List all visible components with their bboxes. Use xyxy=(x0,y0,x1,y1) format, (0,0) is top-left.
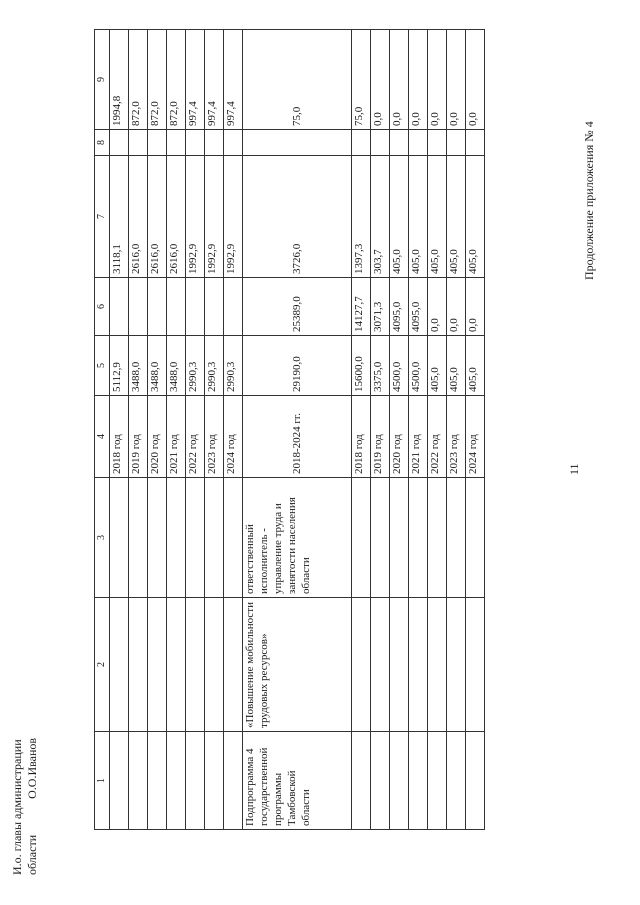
value-cell-c7: 405,0 xyxy=(447,156,466,278)
year-cell: 2024 год xyxy=(466,396,485,478)
empty-cell xyxy=(205,478,224,598)
table-row xyxy=(447,30,466,830)
empty-cell xyxy=(409,732,428,830)
value-cell-c5: 3375,0 xyxy=(371,336,390,396)
value-cell-c9: 0,0 xyxy=(390,30,409,130)
value-cell-c5: 2990,3 xyxy=(224,336,243,396)
empty-cell xyxy=(129,732,148,830)
value-cell-c5: 3488,0 xyxy=(167,336,186,396)
value-cell-c5: 3488,0 xyxy=(129,336,148,396)
empty-cell xyxy=(186,732,205,830)
year-cell: 2023 год xyxy=(447,396,466,478)
table-row xyxy=(352,30,371,830)
column-header: 3 xyxy=(95,478,110,598)
value-cell-c9: 997,4 xyxy=(186,30,205,130)
value-cell-c5: 405,0 xyxy=(428,336,447,396)
empty-cell xyxy=(352,598,371,732)
value-cell-c6: 4095,0 xyxy=(409,278,428,336)
column-header: 4 xyxy=(95,396,110,478)
year-cell: 2022 год xyxy=(186,396,205,478)
year-cell: 2019 год xyxy=(129,396,148,478)
empty-cell xyxy=(390,732,409,830)
year-cell: 2019 год xyxy=(371,396,390,478)
value-cell-c5: 405,0 xyxy=(466,336,485,396)
value-cell-c8 xyxy=(466,130,485,156)
value-cell-c5: 2990,3 xyxy=(205,336,224,396)
value-cell-c6 xyxy=(129,278,148,336)
value-cell-c8 xyxy=(224,130,243,156)
empty-cell xyxy=(390,598,409,732)
column-header: 2 xyxy=(95,598,110,732)
empty-cell xyxy=(205,732,224,830)
signature-block xyxy=(10,738,40,875)
value-cell-c8 xyxy=(390,130,409,156)
table-row xyxy=(224,30,243,830)
year-cell: 2018 год xyxy=(110,396,129,478)
empty-cell xyxy=(447,732,466,830)
empty-cell xyxy=(110,732,129,830)
empty-cell xyxy=(371,732,390,830)
value-cell-c6: 0,0 xyxy=(466,278,485,336)
value-cell-c6: 0,0 xyxy=(447,278,466,336)
empty-cell xyxy=(167,732,186,830)
value-cell-c6 xyxy=(224,278,243,336)
empty-cell xyxy=(110,478,129,598)
value-cell-c6 xyxy=(205,278,224,336)
value-cell-c9: 872,0 xyxy=(167,30,186,130)
value-cell-c7: 405,0 xyxy=(466,156,485,278)
value-cell-c7: 2616,0 xyxy=(148,156,167,278)
empty-cell xyxy=(186,598,205,732)
empty-cell xyxy=(352,732,371,830)
year-cell: 2021 год xyxy=(409,396,428,478)
empty-cell xyxy=(129,478,148,598)
value-cell-c5: 3488,0 xyxy=(148,336,167,396)
value-cell-c9: 997,4 xyxy=(205,30,224,130)
value-cell-c5: 4500,0 xyxy=(409,336,428,396)
subprogram-value-c5: 29190,0 xyxy=(243,336,352,396)
subprogram-value-c9: 75,0 xyxy=(243,30,352,130)
value-cell-c9: 872,0 xyxy=(148,30,167,130)
table-row xyxy=(390,30,409,830)
value-cell-c9: 0,0 xyxy=(466,30,485,130)
empty-cell xyxy=(466,478,485,598)
value-cell-c5: 405,0 xyxy=(447,336,466,396)
value-cell-c6 xyxy=(167,278,186,336)
value-cell-c7: 1992,9 xyxy=(186,156,205,278)
year-cell: 2020 год xyxy=(148,396,167,478)
value-cell-c9: 0,0 xyxy=(409,30,428,130)
value-cell-c9: 75,0 xyxy=(352,30,371,130)
value-cell-c9: 872,0 xyxy=(129,30,148,130)
value-cell-c9: 0,0 xyxy=(447,30,466,130)
empty-cell xyxy=(466,598,485,732)
empty-cell xyxy=(447,598,466,732)
subprogram-executor: ответственный исполнитель - управление труда и занятости населения области xyxy=(243,478,352,598)
value-cell-c8 xyxy=(129,130,148,156)
column-header: 1 xyxy=(95,732,110,830)
empty-cell xyxy=(447,478,466,598)
empty-cell xyxy=(148,598,167,732)
value-cell-c6 xyxy=(110,278,129,336)
signature-title: И.о. главы администрации xyxy=(10,739,24,875)
value-cell-c9: 0,0 xyxy=(428,30,447,130)
value-cell-c6 xyxy=(186,278,205,336)
value-cell-c7: 2616,0 xyxy=(167,156,186,278)
value-cell-c7: 303,7 xyxy=(371,156,390,278)
value-cell-c5: 4500,0 xyxy=(390,336,409,396)
empty-cell xyxy=(110,598,129,732)
value-cell-c5: 5112,9 xyxy=(110,336,129,396)
value-cell-c6: 0,0 xyxy=(428,278,447,336)
column-header: 9 xyxy=(95,30,110,130)
table-row xyxy=(167,30,186,830)
subprogram-value-c7: 3726,0 xyxy=(243,156,352,278)
table-row xyxy=(409,30,428,830)
value-cell-c8 xyxy=(167,130,186,156)
value-cell-c7: 405,0 xyxy=(409,156,428,278)
empty-cell xyxy=(352,478,371,598)
value-cell-c8 xyxy=(186,130,205,156)
value-cell-c7: 1397,3 xyxy=(352,156,371,278)
column-header: 5 xyxy=(95,336,110,396)
value-cell-c8 xyxy=(352,130,371,156)
table-row xyxy=(110,30,129,830)
value-cell-c6: 14127,7 xyxy=(352,278,371,336)
value-cell-c5: 2990,3 xyxy=(186,336,205,396)
column-header-row xyxy=(95,30,110,830)
subprogram-name: Подпрограмма 4 государственной программы Тамбовской области xyxy=(243,732,352,830)
table-row xyxy=(148,30,167,830)
value-cell-c5: 15600,0 xyxy=(352,336,371,396)
value-cell-c6: 4095,0 xyxy=(390,278,409,336)
value-cell-c8 xyxy=(447,130,466,156)
table-row xyxy=(129,30,148,830)
value-cell-c8 xyxy=(428,130,447,156)
value-cell-c7: 1992,9 xyxy=(205,156,224,278)
empty-cell xyxy=(224,732,243,830)
value-cell-c7: 2616,0 xyxy=(129,156,148,278)
subprogram-value-c6: 25389,0 xyxy=(243,278,352,336)
value-cell-c7: 405,0 xyxy=(428,156,447,278)
year-cell: 2024 год xyxy=(224,396,243,478)
empty-cell xyxy=(428,732,447,830)
value-cell-c8 xyxy=(205,130,224,156)
year-cell: 2022 год xyxy=(428,396,447,478)
value-cell-c7: 1992,9 xyxy=(224,156,243,278)
value-cell-c7: 405,0 xyxy=(390,156,409,278)
empty-cell xyxy=(186,478,205,598)
empty-cell xyxy=(224,598,243,732)
empty-cell xyxy=(466,732,485,830)
empty-cell xyxy=(224,478,243,598)
year-cell: 2020 год xyxy=(390,396,409,478)
year-cell: 2021 год xyxy=(167,396,186,478)
empty-cell xyxy=(205,598,224,732)
value-cell-c8 xyxy=(409,130,428,156)
subprogram-title: «Повышение мобильности трудовых ресурсов» xyxy=(243,598,352,732)
value-cell-c8 xyxy=(371,130,390,156)
page-number: 11 xyxy=(567,463,581,475)
column-header: 6 xyxy=(95,278,110,336)
empty-cell xyxy=(409,478,428,598)
empty-cell xyxy=(167,598,186,732)
table-row xyxy=(371,30,390,830)
empty-cell xyxy=(371,598,390,732)
year-cell: 2023 год xyxy=(205,396,224,478)
table-row xyxy=(428,30,447,830)
table-row xyxy=(466,30,485,830)
value-cell-c9: 0,0 xyxy=(371,30,390,130)
empty-cell xyxy=(428,598,447,732)
subprogram-period: 2018-2024 гг. xyxy=(243,396,352,478)
empty-cell xyxy=(129,598,148,732)
continuation-label: Продолжение приложения № 4 xyxy=(582,121,596,280)
signature-org: области xyxy=(25,834,39,875)
column-header: 7 xyxy=(95,156,110,278)
value-cell-c8 xyxy=(148,130,167,156)
signature-name: О.О.Иванов xyxy=(25,737,39,799)
empty-cell xyxy=(371,478,390,598)
empty-cell xyxy=(409,598,428,732)
subprogram-row xyxy=(243,30,352,830)
empty-cell xyxy=(148,732,167,830)
value-cell-c9: 1994,8 xyxy=(110,30,129,130)
empty-cell xyxy=(148,478,167,598)
value-cell-c6: 3071,3 xyxy=(371,278,390,336)
table-row xyxy=(186,30,205,830)
column-header: 8 xyxy=(95,130,110,156)
table-row xyxy=(205,30,224,830)
value-cell-c9: 997,4 xyxy=(224,30,243,130)
value-cell-c8 xyxy=(110,130,129,156)
budget-table xyxy=(94,29,485,830)
subprogram-value-c8 xyxy=(243,130,352,156)
year-cell: 2018 год xyxy=(352,396,371,478)
value-cell-c7: 3118,1 xyxy=(110,156,129,278)
empty-cell xyxy=(167,478,186,598)
empty-cell xyxy=(428,478,447,598)
empty-cell xyxy=(390,478,409,598)
value-cell-c6 xyxy=(148,278,167,336)
